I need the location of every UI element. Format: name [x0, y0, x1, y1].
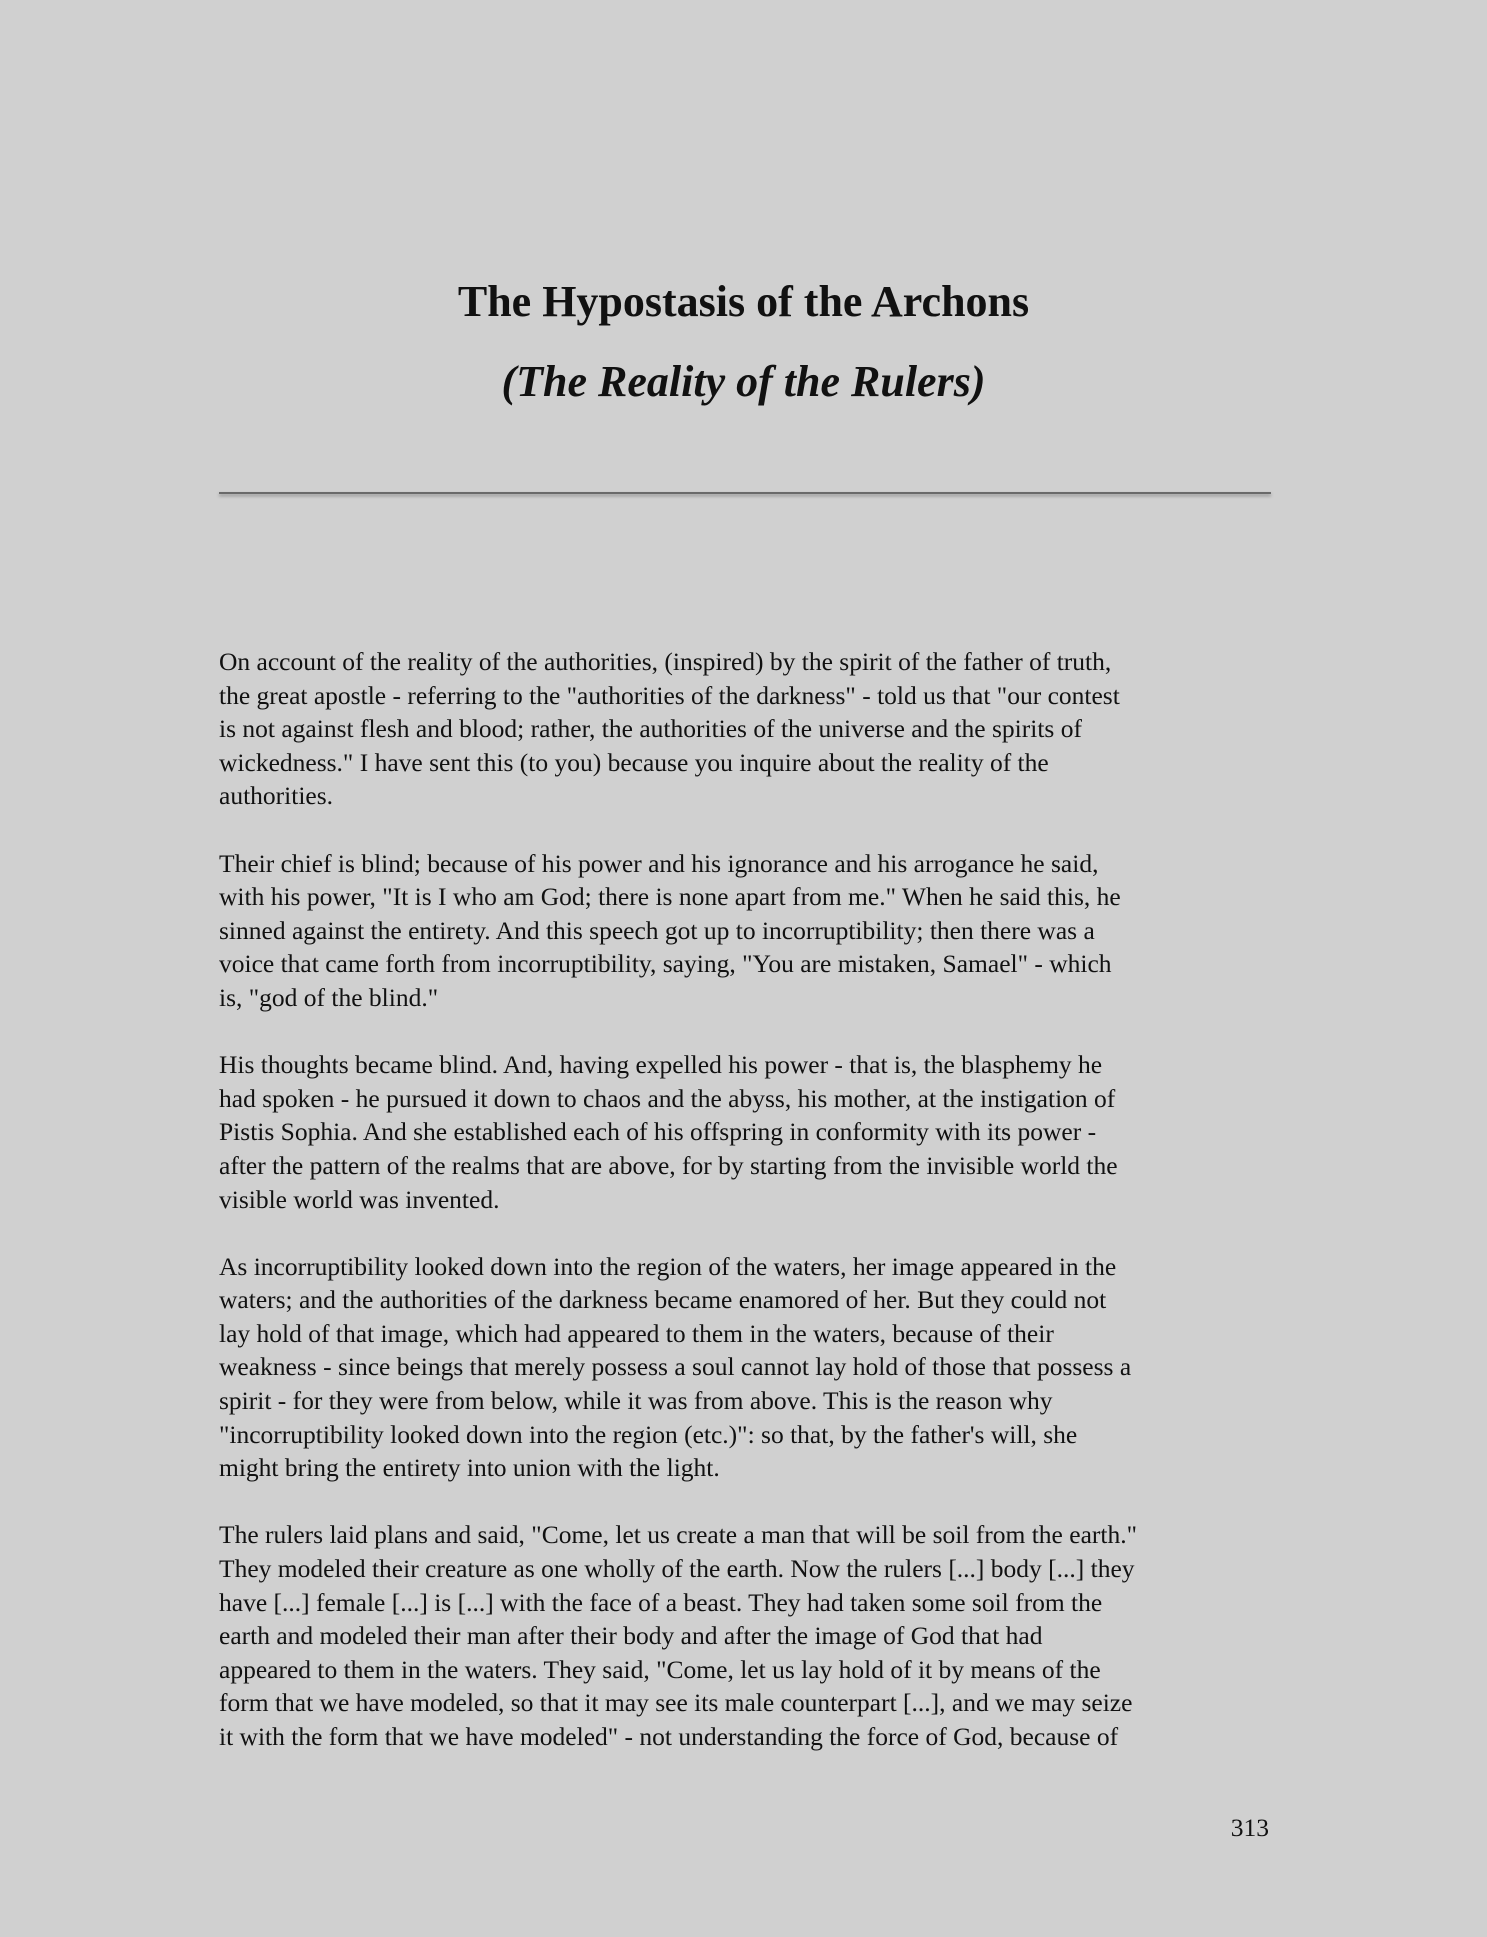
paragraph-5 — [219, 1518, 1279, 1753]
text-line: wickedness." I have sent this (to you) because you inquire about the reality of the — [219, 747, 1049, 777]
text-line: As incorruptibility looked down into the region of the waters, her image appeared in the — [219, 1251, 1117, 1281]
text-line: On account of the reality of the authorities, (inspired) by the spirit of the father of truth, — [219, 647, 1112, 676]
text-line: waters; and the authorities of the darkness became enamored of her. But they could not — [219, 1285, 1107, 1315]
paragraph-4 — [219, 1250, 1279, 1485]
text-line: after the pattern of the realms that are above, for by starting from the invisible world the — [219, 1150, 1118, 1180]
text-line: appeared to them in the waters. They said, "Come, let us lay hold of it by means of the — [219, 1654, 1101, 1684]
text-line: the great apostle - referring to the "authorities of the darkness" - told us that "our contest — [219, 680, 1120, 710]
text-line: Pistis Sophia. And she established each of his offspring in conformity with its power - — [219, 1117, 1097, 1147]
text-line: have [...] female [...] is [...] with the face of a beast. They had taken some soil from the — [219, 1587, 1103, 1617]
text-line: had spoken - he pursued it down to chaos and the abyss, his mother, at the instigation of — [219, 1083, 1116, 1113]
text-line: is not against flesh and blood; rather, the authorities of the universe and the spirits of — [219, 714, 1082, 744]
text-line: They modeled their creature as one wholly of the earth. Now the rulers [...] body [...] they — [219, 1554, 1135, 1584]
text-line: His thoughts became blind. And, having expelled his power - that is, the blasphemy he — [219, 1050, 1103, 1080]
text-line: lay hold of that image, which had appeared to them in the waters, because of their — [219, 1318, 1054, 1348]
text-line: with his power, "It is I who am God; there is none apart from me." When he said this, he — [219, 882, 1121, 912]
horizontal-rule — [219, 492, 1271, 494]
page-subtitle: (The Reality of the Rulers) — [501, 357, 986, 406]
text-line: it with the form that we have modeled" - not understanding the force of God, because of — [219, 1722, 1119, 1751]
text-line: spirit - for they were from below, while it was from above. This is the reason why — [219, 1386, 1053, 1416]
paragraph-3 — [219, 1048, 1279, 1216]
text-line: The rulers laid plans and said, "Come, let us create a man that will be soil from the earth." — [219, 1520, 1137, 1550]
text-line: visible world was invented. — [219, 1184, 500, 1214]
text-line: "incorruptibility looked down into the region (etc.)": so that, by the father's will, she — [219, 1419, 1078, 1449]
body-text — [219, 645, 1279, 1787]
text-line: form that we have modeled, so that it may see its male counterpart [...], and we may seize — [219, 1688, 1133, 1718]
text-line: sinned against the entirety. And this speech got up to incorruptibility; then there was a — [219, 915, 1095, 945]
text-line: weakness - since beings that merely possess a soul cannot lay hold of those that possess a — [219, 1352, 1132, 1382]
text-line: voice that came forth from incorruptibility, saying, "You are mistaken, Samael" - which — [219, 949, 1112, 979]
paragraph-2 — [219, 847, 1279, 1015]
text-line: might bring the entirety into union with the light. — [219, 1453, 720, 1483]
text-line: is, "god of the blind." — [219, 982, 439, 1012]
paragraph-1 — [219, 645, 1279, 813]
text-line: Their chief is blind; because of his power and his ignorance and his arrogance he said, — [219, 848, 1099, 878]
page-number: 313 — [1230, 1813, 1269, 1842]
text-line: earth and modeled their man after their body and after the image of God that had — [219, 1621, 1043, 1651]
page-title: The Hypostasis of the Archons — [457, 277, 1030, 326]
text-line: authorities. — [219, 781, 334, 811]
